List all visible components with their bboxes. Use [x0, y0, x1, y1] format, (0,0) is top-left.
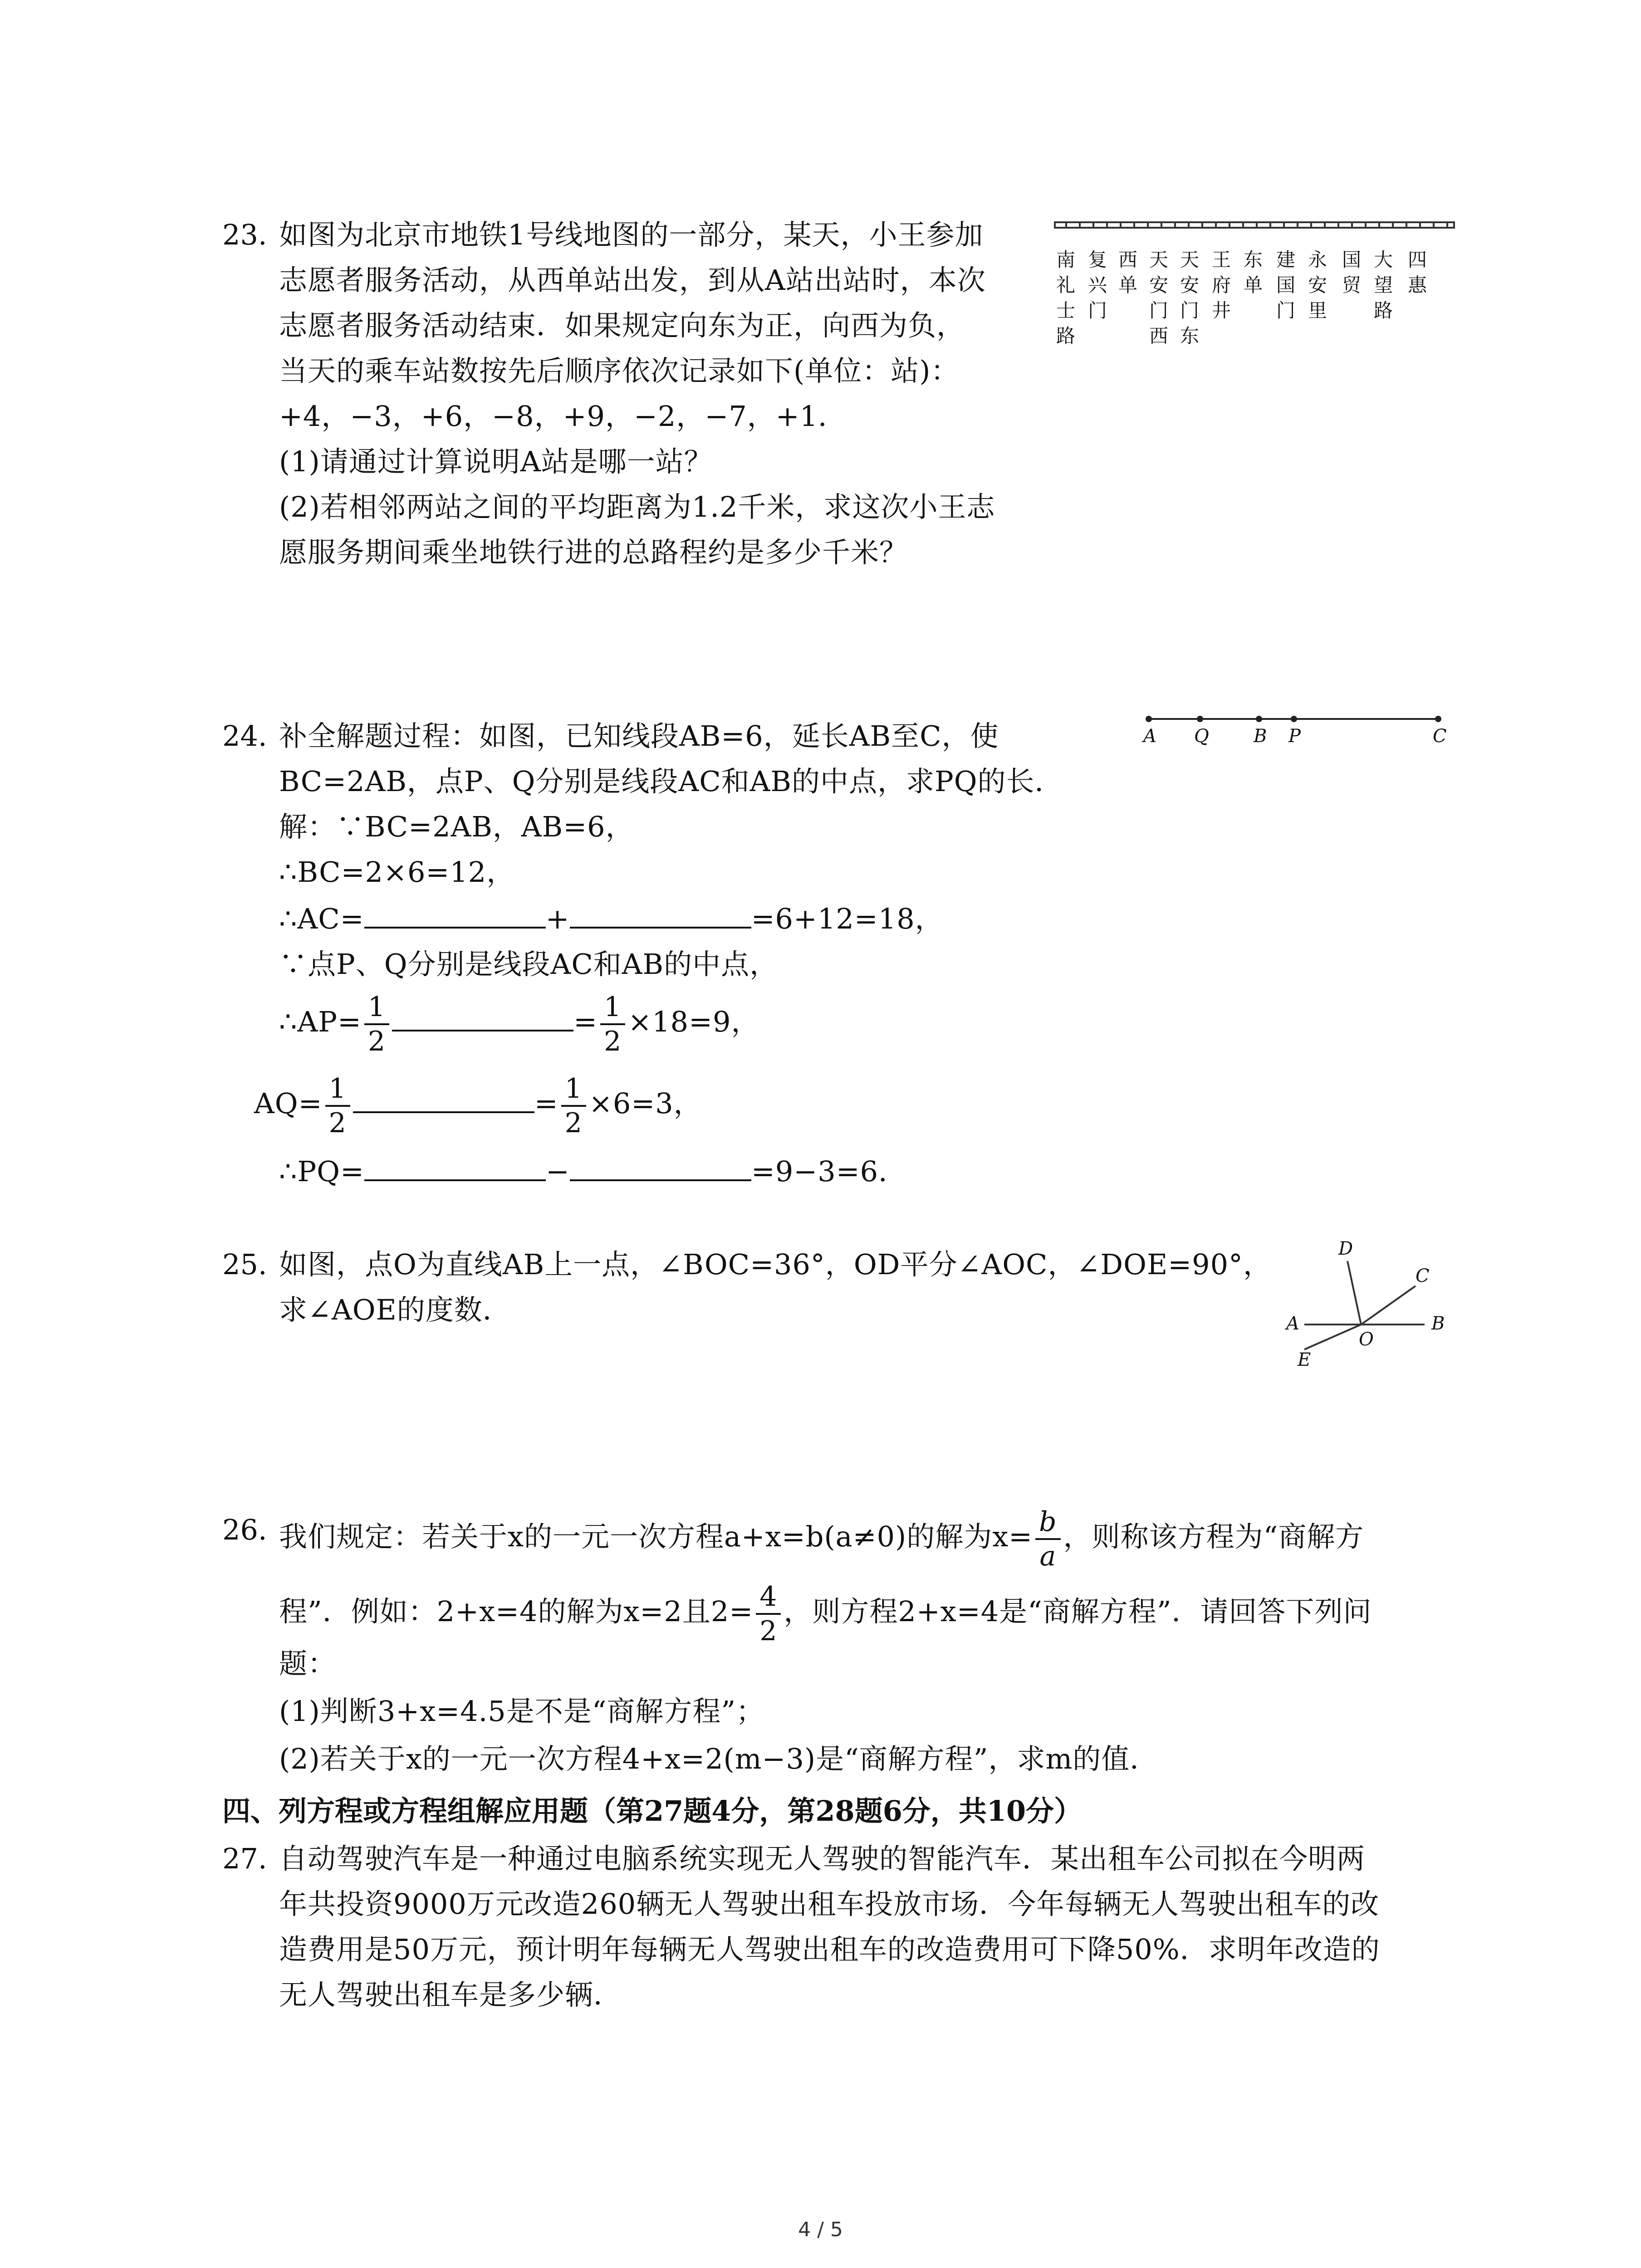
point-p-dot	[1291, 716, 1297, 722]
q23-line-6: (1)请通过计算说明A站是哪一站？	[279, 445, 713, 478]
subway-track	[1053, 218, 1461, 236]
label-b: B	[1431, 1313, 1445, 1334]
q26-line-3: 题：	[279, 1647, 337, 1680]
q23-line-1: 如图为北京市地铁1号线地图的一部分，某天，小王参加	[279, 218, 984, 251]
label-e: E	[1298, 1349, 1311, 1370]
q24-number: 24.	[222, 719, 267, 753]
q25-line-1: 如图，点O为直线AB上一点，∠BOC=36°，OD平分∠AOC，∠DOE=90°，	[279, 1248, 1272, 1281]
q24-line-1: 补全解题过程：如图，已知线段AB=6，延长AB至C，使	[279, 719, 999, 753]
label-c: C	[1416, 1266, 1430, 1286]
point-q-dot	[1197, 716, 1203, 722]
q26-line-2: 程”．例如：2+x=4的解为x=2且2= $\frac{4}{2}$ ，则方程2+x=4是“商解方程”．请回答下列问	[279, 1581, 1372, 1647]
q23-line-3: 志愿者服务活动结束．如果规定向东为正，向西为负，	[279, 309, 965, 342]
point-c-dot	[1435, 716, 1441, 722]
q24-line-6: ∵点P、Q分别是线段AC和AB的中点，	[279, 948, 779, 981]
station-yonganli: 永 安 里	[1308, 249, 1327, 322]
station-tiananmen-east: 天 安 门 东	[1180, 249, 1199, 347]
q23-line-4: 当天的乘车站数按先后顺序依次记录如下(单位：站)：	[279, 354, 960, 387]
label-o: O	[1359, 1329, 1374, 1350]
blank-field[interactable]	[364, 1152, 546, 1181]
fraction-half: $\frac{1}{2}$	[325, 1075, 350, 1137]
q27-line-3: 造费用是50万元，预计明年每辆无人驾驶出租车的改造费用可下降50%．求明年改造的	[279, 1933, 1380, 1966]
station-jianguomen: 建 国 门	[1276, 249, 1295, 322]
section-heading: 四、列方程或方程组解应用题（第27题4分，第28题6分，共10分）	[222, 1794, 1083, 1828]
q24-line-3: 解：∵BC=2AB，AB=6，	[279, 810, 634, 843]
q23-line-5: +4，−3，+6，−8，+9，−2，−7，+1．	[279, 400, 847, 433]
q25-number: 25.	[222, 1248, 267, 1281]
point-c-label: C	[1433, 726, 1447, 747]
label-d: D	[1338, 1238, 1353, 1259]
q26-line-5: (2)若关于x的一元一次方程4+x=2(m−3)是“商解方程”，求m的值．	[279, 1742, 1159, 1775]
point-a-dot	[1146, 716, 1152, 722]
q26-number: 26.	[222, 1513, 267, 1546]
q25-line-2: 求∠AOE的度数．	[279, 1293, 511, 1326]
station-dongdan: 东 单	[1243, 249, 1263, 296]
blank-field[interactable]	[353, 1084, 534, 1113]
q26-line-4: (1)判断3+x=4.5是不是“商解方程”；	[279, 1695, 765, 1728]
q24-line-4: ∴BC=2×6=12，	[279, 855, 515, 889]
q27-line-1: 自动驾驶汽车是一种通过电脑系统实现无人驾驶的智能汽车．某出租车公司拟在今明两	[279, 1842, 1366, 1875]
blank-field[interactable]	[570, 1152, 751, 1181]
point-a-label: A	[1143, 726, 1156, 747]
q23-number: 23.	[222, 218, 267, 251]
fraction-half: $\frac{1}{2}$	[600, 993, 625, 1055]
blank-field[interactable]	[392, 1002, 573, 1031]
station-guomao: 国 贸	[1342, 249, 1361, 296]
fraction-half: $\frac{1}{2}$	[364, 993, 389, 1055]
point-b-label: B	[1254, 726, 1267, 747]
station-fuxingmen: 复 兴 门	[1087, 249, 1107, 322]
label-a: A	[1286, 1313, 1299, 1334]
q24-line-5: ∴AC= + =6+12=18，	[279, 897, 944, 941]
fraction-half: $\frac{1}{2}$	[561, 1075, 586, 1137]
q23-line-2: 志愿者服务活动，从西单站出发，到从A站出站时，本次	[279, 264, 986, 297]
station-nanlishilu: 南 礼 士 路	[1056, 249, 1075, 347]
q26-line-1: 我们规定：若关于x的一元一次方程a+x=b(a≠0)的解为x= $\frac{b}{a}$ ，则称该方程为“商解方	[279, 1506, 1364, 1572]
station-xidan: 西 单	[1118, 249, 1137, 296]
q24-line-9: ∴PQ= − =9−3=6．	[279, 1150, 907, 1193]
q23-line-8: 愿服务期间乘坐地铁行进的总路程约是多少千米？	[279, 536, 908, 569]
fraction-b-over-a: $\frac{b}{a}$	[1035, 1508, 1060, 1570]
blank-field[interactable]	[364, 899, 546, 929]
station-dawanglu: 大 望 路	[1373, 249, 1393, 322]
fraction-4-over-2: $\frac{4}{2}$	[756, 1583, 781, 1645]
point-b-dot	[1256, 716, 1262, 722]
q27-number: 27.	[222, 1842, 267, 1875]
ray-od	[1347, 1261, 1361, 1325]
q24-line-8: AQ= $\frac{1}{2}$ = $\frac{1}{2}$ ×6=3，	[254, 1073, 702, 1139]
station-sihui: 四 惠	[1407, 249, 1427, 296]
point-q-label: Q	[1194, 726, 1209, 747]
point-p-label: P	[1288, 726, 1301, 747]
blank-field[interactable]	[570, 899, 751, 929]
q27-line-2: 年共投资9000万元改造260辆无人驾驶出租车投放市场．今年每辆无人驾驶出租车的改	[279, 1887, 1380, 1921]
page-number: 4 / 5	[798, 2218, 843, 2241]
angle-diagram	[1279, 1238, 1461, 1374]
ray-oe	[1304, 1325, 1361, 1349]
q24-line-7: ∴AP= $\frac{1}{2}$ = $\frac{1}{2}$ ×18=9，	[279, 991, 760, 1057]
station-tiananmen-west: 天 安 门 西	[1149, 249, 1168, 347]
q24-line-2: BC=2AB，点P、Q分别是线段AC和AB的中点，求PQ的长．	[279, 765, 1063, 798]
q27-line-4: 无人驾驶出租车是多少辆．	[279, 1978, 622, 2011]
ray-oc	[1361, 1286, 1416, 1325]
segment-diagram	[1143, 710, 1461, 760]
q23-line-7: (2)若相邻两站之间的平均距离为1.2千米，求这次小王志	[279, 490, 995, 523]
station-wangfujing: 王 府 井	[1211, 249, 1231, 322]
